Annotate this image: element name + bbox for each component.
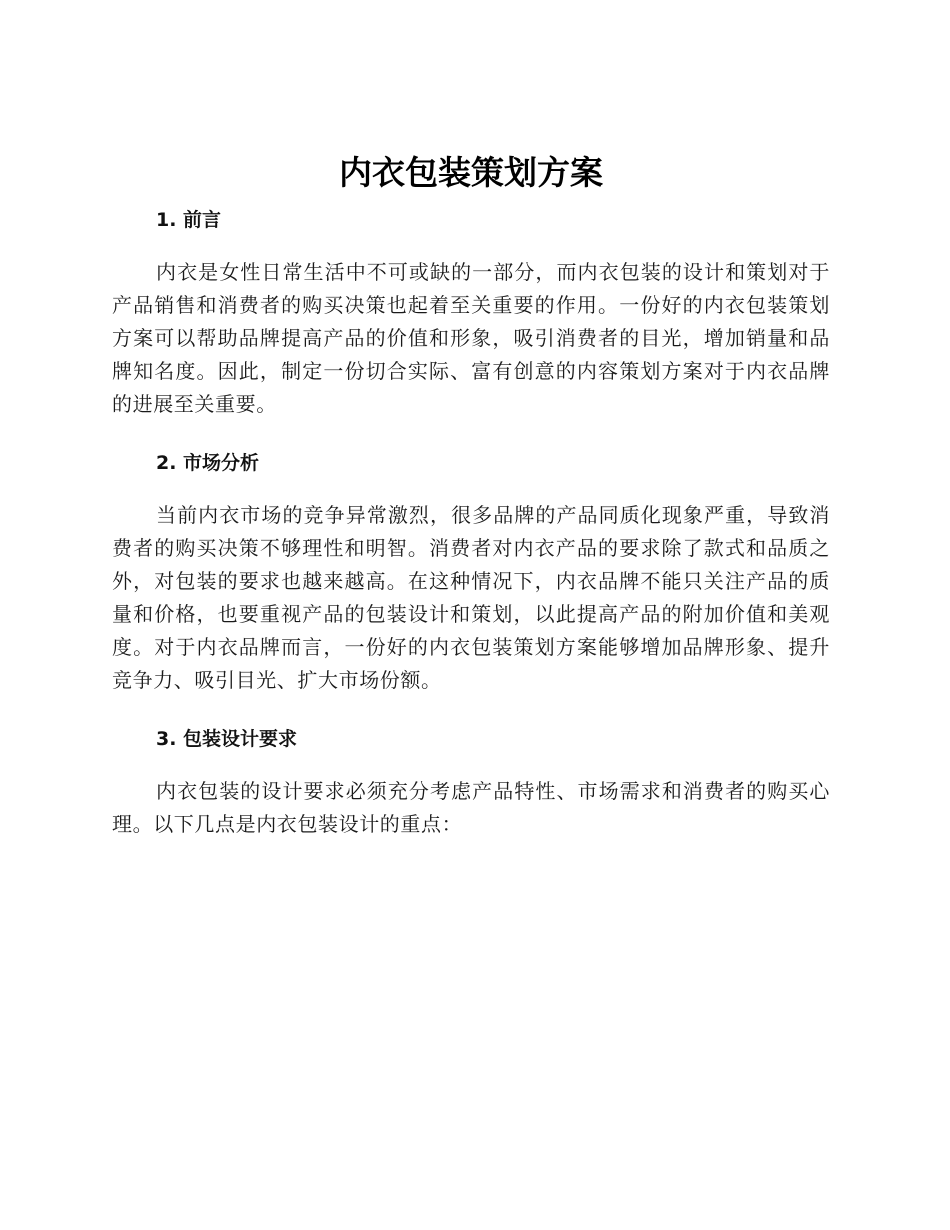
section-paragraph: 内衣是女性日常生活中不可或缺的一部分，而内衣包装的设计和策划对于产品销售和消费者的购买决策也起着至关重要的作用。一份好的内衣包装策划方案可以帮助品牌提高产品的价值和形象，吸引消费者的目光，增加销量和品牌知名度。因此，制定一份切合实际、富有创意的内容策划方案对于内衣品牌的进展至关重要。 xyxy=(112,260,830,416)
section-heading: 2. 市场分析 xyxy=(156,452,260,474)
section-heading: 3. 包装设计要求 xyxy=(156,728,298,750)
section-design-requirements xyxy=(112,717,830,841)
section-paragraph: 内衣包装的设计要求必须充分考虑产品特性、市场需求和消费者的购买心理。以下几点是内衣包装设计的重点： xyxy=(112,779,830,836)
section-preface xyxy=(112,198,830,421)
document-page xyxy=(112,148,830,841)
section-paragraph: 当前内衣市场的竞争异常激烈，很多品牌的产品同质化现象严重，导致消费者的购买决策不够理性和明智。消费者对内衣产品的要求除了款式和品质之外，对包装的要求也越来越高。在这种情况下，内衣品牌不能只关注产品的质量和价格，也要重视产品的包装设计和策划，以此提高产品的附加价值和美观度。对于内衣品牌而言，一份好的内衣包装策划方案能够增加品牌形象、提升竞争力、吸引目光、扩大市场份额。 xyxy=(112,503,830,692)
section-market-analysis xyxy=(112,441,830,697)
section-heading: 1. 前言 xyxy=(156,209,222,231)
document-title: 内衣包装策划方案 xyxy=(339,153,603,192)
